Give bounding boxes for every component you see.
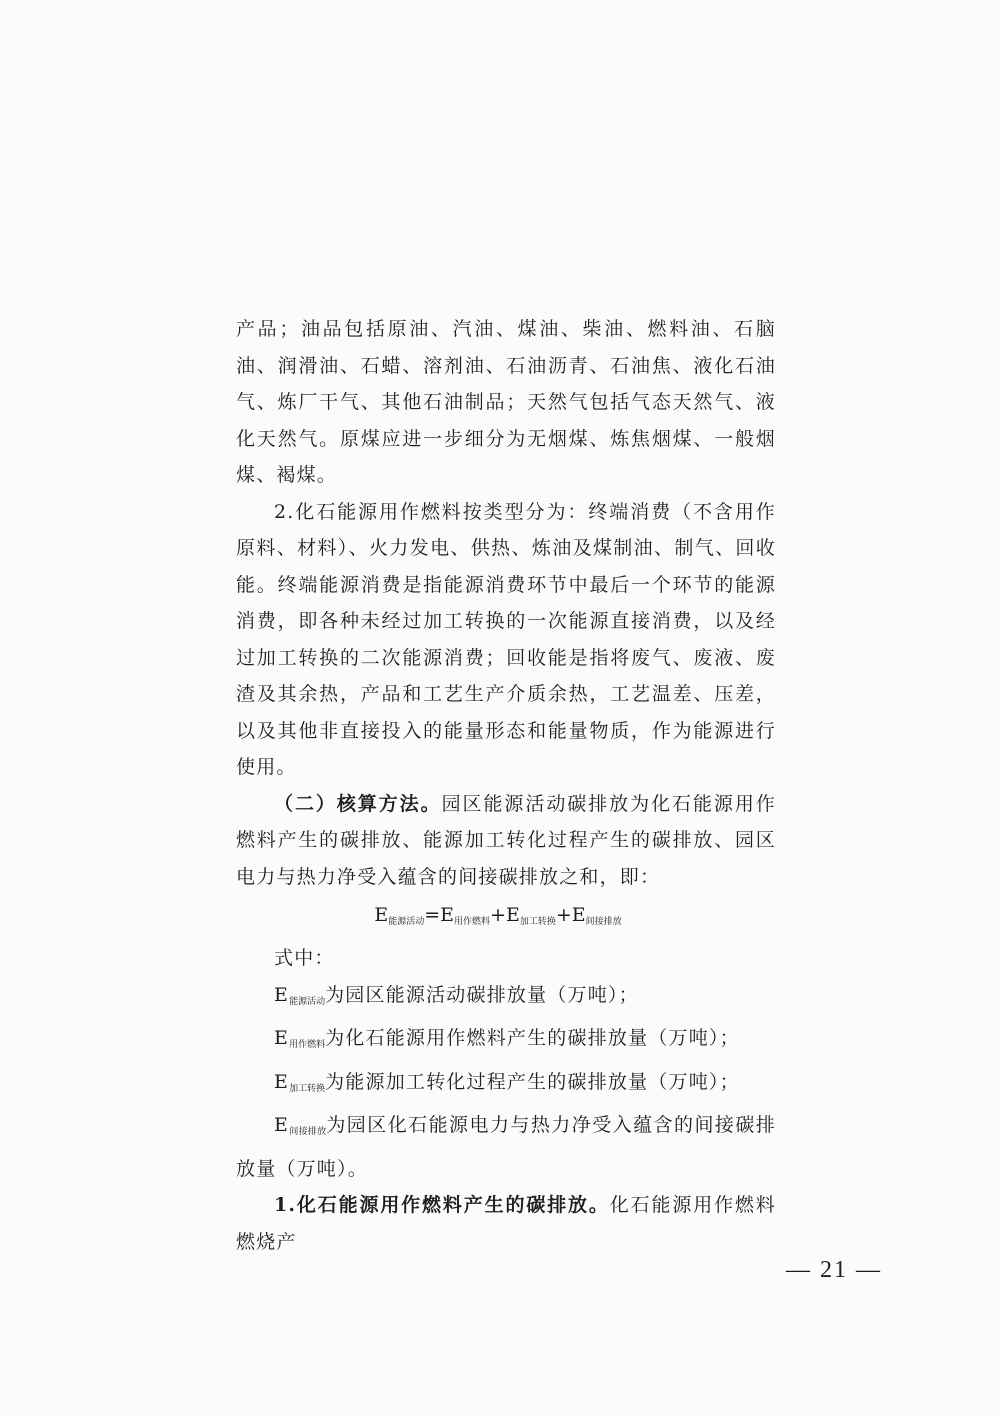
definition-subscript: 加工转换	[289, 1083, 326, 1094]
definition-subscript: 能源活动	[289, 996, 326, 1007]
where-label: 式中：	[274, 947, 335, 969]
subsection-heading-fuel-combustion: 1.化石能源用作燃料产生的碳排放。	[274, 1194, 610, 1216]
formula-subscript: 间接排放	[585, 917, 622, 927]
definition-indirect-emission	[236, 1107, 776, 1187]
formula-subscript: 加工转换	[519, 917, 556, 927]
paragraph-fuel-combustion-emission	[236, 1187, 776, 1260]
formula-operator: +	[555, 904, 572, 926]
definition-text: 为园区能源活动碳排放量（万吨）；	[325, 983, 639, 1006]
definition-symbol: E	[274, 1070, 290, 1093]
definition-symbol: E	[274, 983, 290, 1006]
definition-processing-conversion	[236, 1064, 776, 1108]
formula-operator: =	[424, 904, 441, 926]
page-number: — 21 —	[786, 1257, 882, 1283]
formula-term: E	[440, 904, 455, 926]
accounting-method-text: 园区能源活动碳排放为化石能源用作燃料产生的碳排放、能源加工转化过程产生的碳排放、园区电力与热力净受入蕴含的间接碳排放之和，即：	[236, 792, 777, 888]
definition-text: 为能源加工转化过程产生的碳排放量（万吨）；	[325, 1070, 740, 1093]
formula-subscript: 能源活动	[388, 917, 425, 927]
paragraph-oil-gas-products: 产品；油品包括原油、汽油、煤油、柴油、燃料油、石脑油、润滑油、石蜡、溶剂油、石油沥青、石油焦、液化石油气、炼厂干气、其他石油制品；天然气包括气态天然气、液化天然气。原煤应进一步细分为无烟煤、炼焦烟煤、一般烟煤、褐煤。	[236, 318, 776, 486]
document-body	[236, 311, 776, 1260]
formula-term: E	[505, 904, 520, 926]
section-heading-accounting-method: （二）核算方法。	[274, 792, 442, 815]
formula-term: E	[571, 904, 586, 926]
formula-subscript: 用作燃料	[454, 917, 491, 927]
definition-subscript: 间接排放	[289, 1127, 327, 1137]
formula-term: E	[374, 904, 389, 926]
definition-symbol: E	[274, 1027, 290, 1049]
definition-subscript: 用作燃料	[289, 1040, 326, 1050]
fuel-combustion-text: 化石能源用作燃料燃烧产	[236, 1194, 776, 1253]
definition-text: 为化石能源用作燃料产生的碳排放量（万吨）；	[325, 1027, 740, 1049]
definition-symbol: E	[274, 1114, 290, 1136]
formula-operator: +	[490, 904, 506, 926]
definition-energy-activity	[236, 977, 776, 1021]
paragraph-accounting-method	[236, 786, 776, 896]
emission-formula	[236, 897, 776, 940]
paragraph-fuel-types: 2.化石能源用作燃料按类型分为：终端消费（不含用作原料、材料）、火力发电、供热、炼油及煤制油、制气、回收能。终端能源消费是指能源消费环节中最后一个环节的能源消费，即各种未经过加工转换的一次能源直接消费，以及经过加工转换的二次能源消费；回收能是指将废气、废液、废渣及其余热，产品和工艺生产介质余热，工艺温差、压差，以及其他非直接投入的能量形态和能量物质，作为能源进行使用。	[236, 500, 776, 778]
definition-text: 为园区化石能源电力与热力净受入蕴含的间接碳排放量（万吨）。	[236, 1114, 776, 1180]
definition-fuel-use	[236, 1020, 776, 1064]
